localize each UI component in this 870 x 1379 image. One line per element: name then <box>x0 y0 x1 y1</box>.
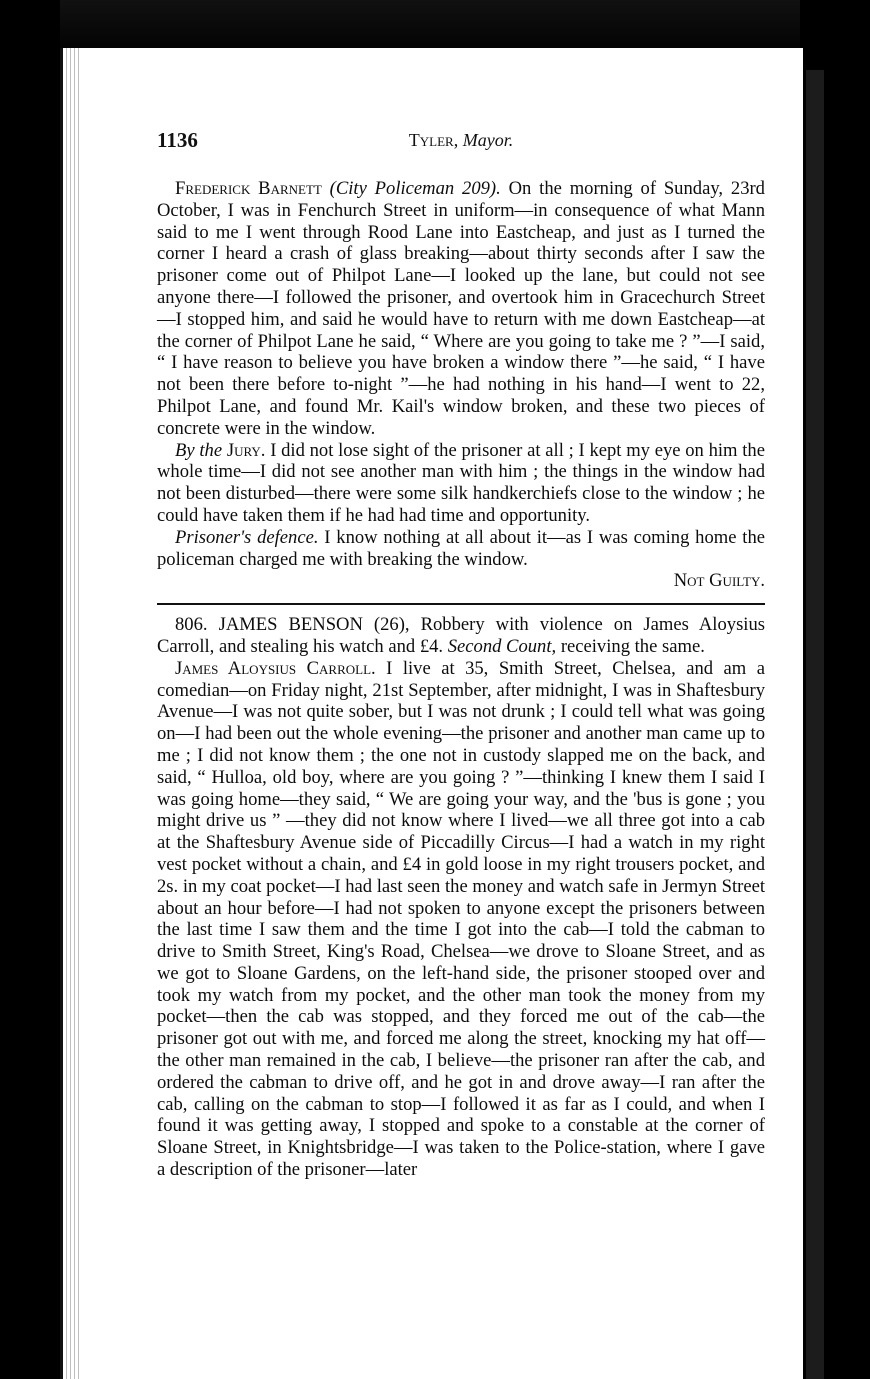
testimony-barnett <box>157 178 765 440</box>
section-divider <box>157 603 765 605</box>
scan-left-edge <box>0 0 60 1379</box>
testimony-text: I live at 35, Smith Street, Chelsea, and am a comedian—on Friday night, 21st September, after midnight, I was in Shaftesbury Avenue—I was not quite sober, but I was not drunk ; I could tell what was going on—I had been out the whole evening—the prisoner and another man came up to me ; I did not know them ; the one not in custody slapped me on the back, and said, “ Hulloa, old boy, where are you going ? ”—thinking I knew them I said I was going home—they said, “ We are going your way, and the 'bus is gone ; you might drive us ” —they did not know where I lived—we all three got into a cab at the Shaftesbury Avenue side of Piccadilly Circus—I had a watch in my right vest pocket without a chain, and £4 in gold loose in my right trousers pocket, and 2s. in my coat pocket—I had last seen the money and watch safe in Jermyn Street about an hour before—I had not spoken to anyone except the prisoners between the last time I saw them and the time I got into the cab—I told the cabman to drive to Smith Street, King's Road, Chelsea—we drove to Sloane Street, and as we got to Sloane Gardens, on the left-hand side, the prisoner stooped over and took my watch from my pocket, and the other man took the money from my pocket—then the cab was stopped, and they forced me out of the cab—the prisoner got out with me, and forced me along the street, knocking my hat off—the other man remained in the cab, I believe—the prisoner ran after the cab, and ordered the cabman to drive off, and he got in and drove away—I ran after the cab, calling on the cabman to stop—I followed it as far as I could, and when I found it was getting away, I stopped and spoke to a constable at the corner of Sloane Street, in Knightsbridge—I was taken to the Police-station, where I gave a description of the prisoner—later <box>157 657 765 1181</box>
jury-question <box>157 440 765 527</box>
testimony-text: On the morning of Sunday, 23rd October, I was in Fenchurch Street in uniform—in consequence of what Mann said to me I went through Rood Lane into Eastcheap, and just as I turned the corner I heard a crash of glass breaking—about thirty seconds after I saw the prisoner come out of Philpot Lane—I looked up the lane, but could not see anyone there—I followed the prisoner, and overtook him in Gracechurch Street—I stopped him, and said he would have to return with me down Eastcheap—at the corner of Philpot Lane he said, “ Where are you going to take me ? ”—I said, “ I have reason to believe you have broken a window there ”—he said, “ I have not been there before to-night ”—he had nothing in his hand—I went to 22, Philpot Lane, and found Mr. Kail's window broken, and these two pieces of concrete were in the window. <box>157 178 765 439</box>
testimony-carroll <box>157 658 765 1181</box>
case-heading-end: receiving the same. <box>556 635 705 657</box>
second-count-label: Second Count, <box>447 635 557 657</box>
witness-name: James Aloysius Carroll. <box>175 657 376 679</box>
book-binding-edge <box>806 70 824 1379</box>
running-head-name: Tyler, <box>408 130 459 150</box>
prisoner-defence <box>157 527 765 571</box>
case-heading-text: 806. JAMES BENSON (26), Robbery with violence on James Aloysius Carroll, and stealing his watch and £4. <box>157 614 765 657</box>
page-body <box>157 178 765 1181</box>
verdict: Not Guilty. <box>673 570 765 592</box>
case-heading <box>157 614 765 658</box>
jury-label-italic: By the <box>175 439 223 461</box>
jury-label: Jury. <box>226 439 266 461</box>
page-header <box>157 128 765 162</box>
running-head-title: Mayor. <box>462 130 514 150</box>
jury-text: I did not lose sight of the prisoner at all ; I kept my eye on him the whole time—I did not see another man with him ; the things in the window had not been disturbed—there were some silk handkerchiefs close to the window ; he could have taken them if he had had time and opportunity. <box>157 439 765 526</box>
witness-role: (City Policeman 209). <box>329 178 501 199</box>
witness-name: Frederick Barnett <box>175 178 322 199</box>
defence-text: I know nothing at all about it—as I was coming home the policeman charged me with breaking the window. <box>157 526 766 570</box>
running-head <box>157 130 765 151</box>
defence-label: Prisoner's defence. <box>175 526 319 548</box>
page-number: 1136 <box>157 128 198 152</box>
page-edge-lines <box>63 48 81 1379</box>
